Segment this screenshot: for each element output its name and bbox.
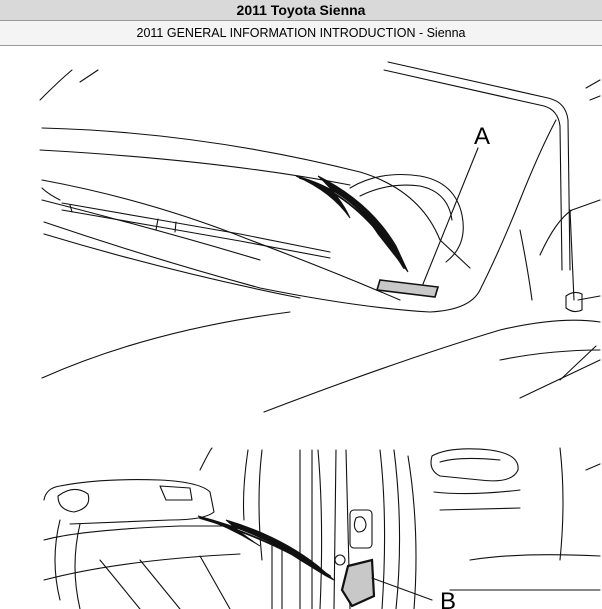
- callout-a: A: [474, 123, 491, 150]
- door-jamb-view: [44, 448, 600, 609]
- document-title: 2011 Toyota Sienna: [0, 0, 602, 20]
- pointer-arrow-a: [296, 176, 408, 272]
- document-subtitle: 2011 GENERAL INFORMATION INTRODUCTION - Sienna: [0, 20, 602, 46]
- label-b-plate: [342, 560, 374, 606]
- leader-line-a: [423, 148, 478, 284]
- leader-line-b: [372, 578, 432, 600]
- windshield-view: [40, 62, 600, 412]
- callout-b: B: [440, 588, 457, 609]
